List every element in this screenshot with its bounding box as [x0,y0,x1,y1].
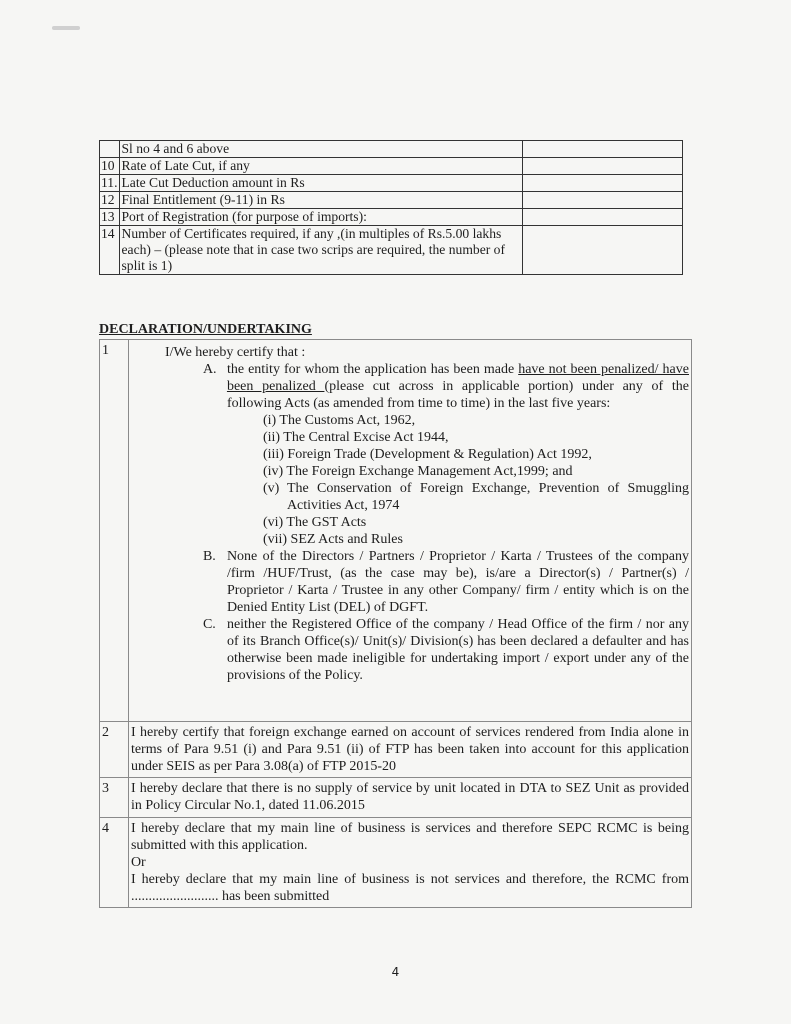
entitlement-table [99,140,683,275]
main-line-services: I hereby declare that my main line of business is services and therefore SEPC RCMC is being submitted with this application. [130,821,689,853]
row-value-cell[interactable] [523,158,683,175]
act-item: (iv) The Foreign Exchange Management Act,1999; and [262,464,573,479]
act-item: (ii) The Central Excise Act 1944, [262,430,449,445]
row-number: 12 [100,192,120,209]
clause-letter: C. [202,617,216,632]
clause-letter: B. [202,549,216,564]
declaration-number: 2 [100,722,129,778]
declaration-row-1 [100,340,692,722]
declaration-text [128,818,691,908]
act-item: (vi) The GST Acts [262,515,367,530]
row-value-cell[interactable] [523,192,683,209]
row-number: 14 [100,226,120,275]
or-separator: Or [130,855,146,870]
row-description: Port of Registration (for purpose of imports): [119,209,523,226]
scan-mark [52,26,80,30]
act-item: (vii) SEZ Acts and Rules [262,532,403,547]
entitlement-row [100,158,683,175]
act-item: (iii) Foreign Trade (Development & Regulation) Act 1992, [262,447,592,462]
declaration-row-4 [100,818,692,908]
entitlement-row [100,175,683,192]
page-number: 4 [391,965,400,979]
clause-text: the entity for whom the application has been made have not been penalized/ have been penalized (please cut across in applicable portion) under any of the following Acts (as amended from time to time) in the last five years: (i) The Customs Act, 1962, (ii) The Central Excise Act 1944, (iii) Foreign Trade (Development & Regulation) Act 1992, (iv) The Foreign Exchange Management Act,1999; and (v) The Conservation of Foreign Exchange, Prevention of Smuggling Activities Act, 1974 (vi) The GST Acts (vii) SEZ Acts and Rules [226,362,689,547]
clause-a [131,361,689,548]
declaration-number: 3 [100,778,129,818]
declaration-number: 4 [100,818,129,908]
row-description: Final Entitlement (9-11) in Rs [119,192,523,209]
penalized-option: have not been penalized/ have been penalized [226,362,689,394]
declaration-text: I hereby certify that foreign exchange earned on account of services rendered from India alone in terms of Para 9.51 (i) and Para 9.51 (ii) of FTP has been taken into account for this application under SEIS as per Para 3.08(a) of FTP 2015-20 [128,722,691,778]
row-number [100,141,120,158]
clause-b [131,548,689,616]
entitlement-row [100,141,683,158]
entitlement-row [100,226,683,275]
row-value-cell[interactable] [523,226,683,275]
act-item: (i) The Customs Act, 1962, [262,413,416,428]
row-description: Late Cut Deduction amount in Rs [119,175,523,192]
entitlement-row [100,192,683,209]
clause-text: None of the Directors / Partners / Proprietor / Karta / Trustees of the company /firm /HUF/Trust, (as the case may be), is/are a Director(s) / Partner(s) / Proprietor / Karta / Trustee in any other Company/ firm / entity which is on the Denied Entity List (DEL) of DGFT. [226,549,689,615]
clause-c [131,616,689,684]
certify-intro: I/We hereby certify that : [164,345,306,360]
act-item: (v) The Conservation of Foreign Exchange, Prevention of Smuggling Activities Act, 1974 [262,481,689,513]
entitlement-row [100,209,683,226]
row-number: 10 [100,158,120,175]
declaration-heading: DECLARATION/UNDERTAKING [99,322,312,337]
declaration-text: I hereby declare that there is no supply of service by unit located in DTA to SEZ Unit as provided in Policy Circular No.1, dated 11.06.2015 [128,778,691,818]
row-value-cell[interactable] [523,209,683,226]
declaration-row-2 [100,722,692,778]
row-description: Rate of Late Cut, if any [119,158,523,175]
declaration-text [128,340,691,722]
declaration-number: 1 [100,340,129,722]
row-number: 13 [100,209,120,226]
clause-letter: A. [202,362,217,377]
row-value-cell[interactable] [523,141,683,158]
row-value-cell[interactable] [523,175,683,192]
main-line-not-services: I hereby declare that my main line of business is not services and therefore, the RCMC from ......................... has been submitted [130,872,689,904]
acts-list [227,412,689,548]
row-number: 11. [101,175,118,190]
declaration-row-3 [100,778,692,818]
clause-text: neither the Registered Office of the company / Head Office of the firm / nor any of its Branch Office(s)/ Unit(s)/ Division(s) has been declared a defaulter and has otherwise been made ineligible for undertaking import / export under any of the provisions of the Policy. [226,617,689,683]
declaration-table [99,339,692,908]
row-description: Sl no 4 and 6 above [119,141,523,158]
row-description: Number of Certificates required, if any ,(in multiples of Rs.5.00 lakhs each) – (please note that in case two scrips are required, the number of split is 1) [119,226,523,275]
